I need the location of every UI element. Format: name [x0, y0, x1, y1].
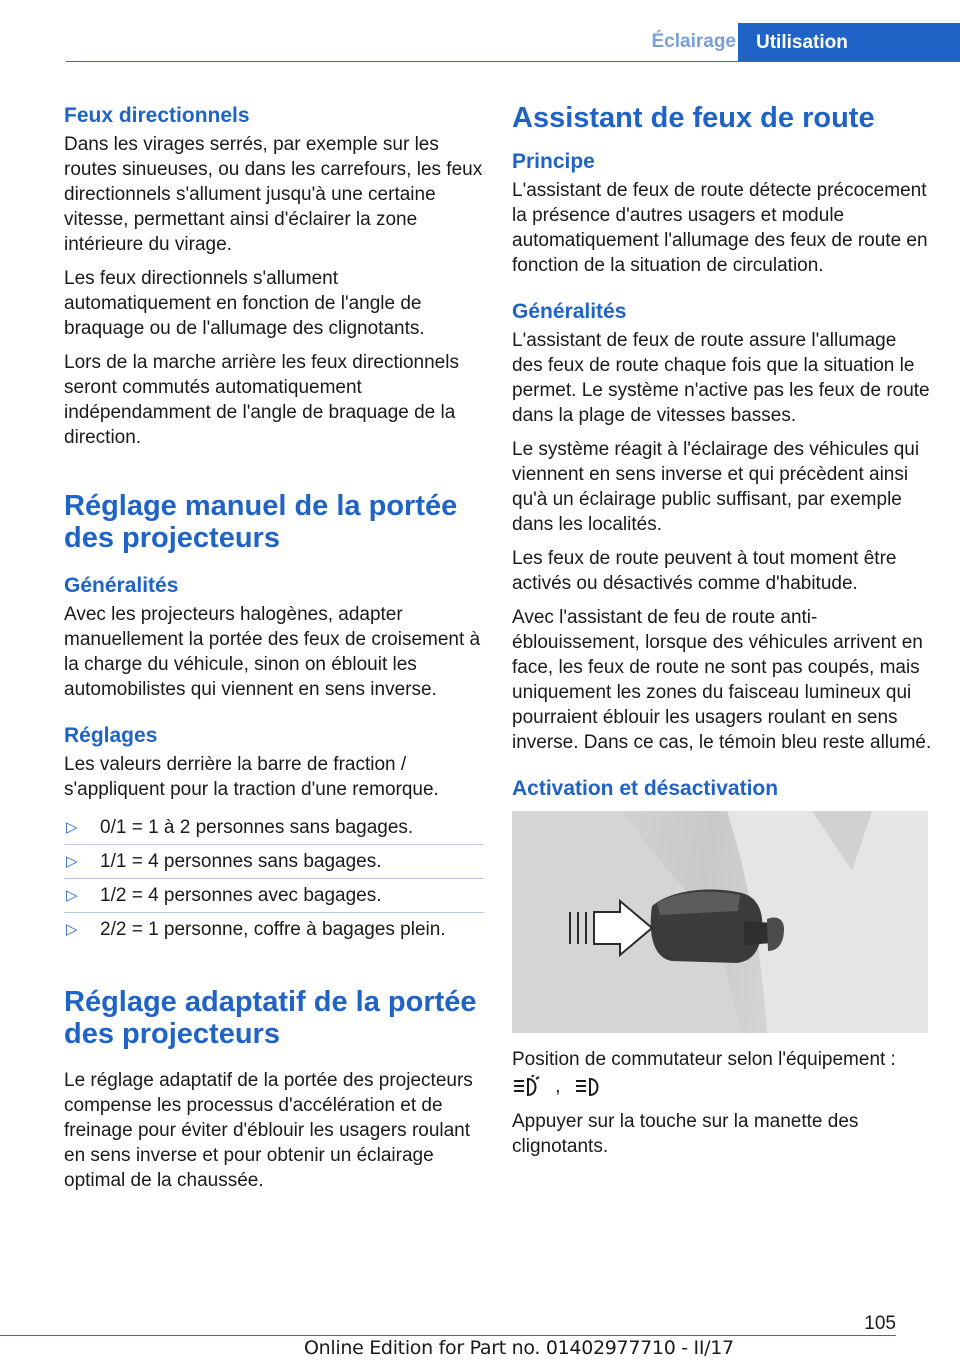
icon-separator: ,	[555, 1076, 561, 1097]
paragraph: Les feux directionnels s'allument automatiquement en fonction de l'angle de braquage ou de l'allumage des clignotants.	[64, 268, 425, 339]
settings-list	[64, 811, 484, 946]
high-beam-assistant-icon	[512, 1075, 542, 1099]
paragraph: Dans les virages serrés, par exemple sur les routes sinueuses, ou dans les carrefours, les feux directionnels s'allument jusqu'à une certaine vitesse, permettant ainsi d'éclairer la zone intérieure du virage.	[64, 134, 483, 255]
heading-activation: Activation et désactivation	[512, 777, 779, 800]
right-column	[512, 102, 932, 1168]
triangle-bullet-icon: ▷	[66, 819, 78, 836]
list-item: ▷ 0/1 = 1 à 2 personnes sans bagages.	[64, 811, 484, 845]
turn-signal-lever-photo	[512, 811, 928, 1033]
paragraph: Avec les projecteurs halogènes, adapter manuellement la portée des feux de croisement à la charge du véhicule, sinon on éblouit les automobilistes qui viennent en sens inverse.	[64, 604, 481, 700]
list-item: ▷ 2/2 = 1 personne, coffre à bagages plein.	[66, 919, 446, 940]
paragraph: Position de commutateur selon l'équipement :	[512, 1049, 896, 1070]
paragraph: Le réglage adaptatif de la portée des projecteurs compense les processus d'accélération et de freinage pour éviter d'éblouir les usagers roulant en sens inverse et pour obtenir un éclairage optimal de la chaussée.	[64, 1070, 473, 1191]
paragraph: Les feux de route peuvent à tout moment être activés ou désactivés comme d'habitude.	[512, 548, 897, 594]
heading-principe: Principe	[512, 150, 595, 173]
chapter-tab[interactable]: Utilisation	[738, 23, 960, 62]
paragraph: Les valeurs derrière la barre de fraction / s'appliquent pour la traction d'une remorque.	[64, 754, 439, 800]
page-number: 105	[864, 1313, 896, 1334]
heading-generalites: Généralités	[64, 574, 179, 597]
paragraph: Avec l'assistant de feu de route anti-éblouissement, lorsque des véhicules arrivent en face, les feux de route ne sont pas coupés, mais uniquement les zones du faisceau lumineux qui pourraient éblouir les usagers roulant en sens inverse. Dans ce cas, le témoin bleu reste allumé.	[512, 607, 932, 753]
lever-illustration	[512, 811, 928, 1033]
paragraph: Appuyer sur la touche sur la manette des clignotants.	[512, 1111, 859, 1157]
heading-assistant-feux-de-route: Assistant de feux de route	[512, 102, 875, 134]
paragraph: Lors de la marche arrière les feux directionnels seront commutés automatiquement indépendamment de l'angle de braquage de la direction.	[64, 352, 459, 448]
footer-rule	[0, 1335, 896, 1336]
heading-reglages: Réglages	[64, 724, 158, 747]
heading-feux-directionnels: Feux directionnels	[64, 104, 250, 127]
heading-reglage-manuel: Réglage manuel de la portée des projecteurs	[64, 490, 458, 554]
switch-icons	[512, 1074, 932, 1100]
triangle-bullet-icon: ▷	[66, 853, 78, 870]
list-item: ▷ 1/1 = 4 personnes sans bagages.	[64, 845, 484, 879]
left-column	[64, 102, 484, 1202]
triangle-bullet-icon: ▷	[66, 921, 78, 938]
high-beam-icon	[574, 1075, 604, 1099]
header-rule	[66, 61, 960, 62]
paragraph: L'assistant de feux de route détecte précocement la présence d'autres usagers et module automatiquement l'allumage des feux de route en fonction de la situation de circulation.	[512, 180, 928, 276]
paragraph: Le système réagit à l'éclairage des véhicules qui viennent en sens inverse et qui précèdent ainsi qu'à un éclairage public suffisant, par exemple dans les localités.	[512, 439, 920, 535]
paragraph: L'assistant de feux de route assure l'allumage des feux de route chaque fois que la situation le permet. Le système n'active pas les feux de route dans la plage de vitesses basses.	[512, 330, 930, 426]
heading-generalites-right: Généralités	[512, 300, 627, 323]
heading-reglage-adaptatif: Réglage adaptatif de la portée des projecteurs	[64, 986, 477, 1050]
edition-note: Online Edition for Part no. 01402977710 - II/17	[304, 1337, 734, 1359]
chapter-label: Éclairage	[651, 31, 736, 52]
triangle-bullet-icon: ▷	[66, 887, 78, 904]
list-item: ▷ 1/2 = 4 personnes avec bagages.	[64, 879, 484, 913]
